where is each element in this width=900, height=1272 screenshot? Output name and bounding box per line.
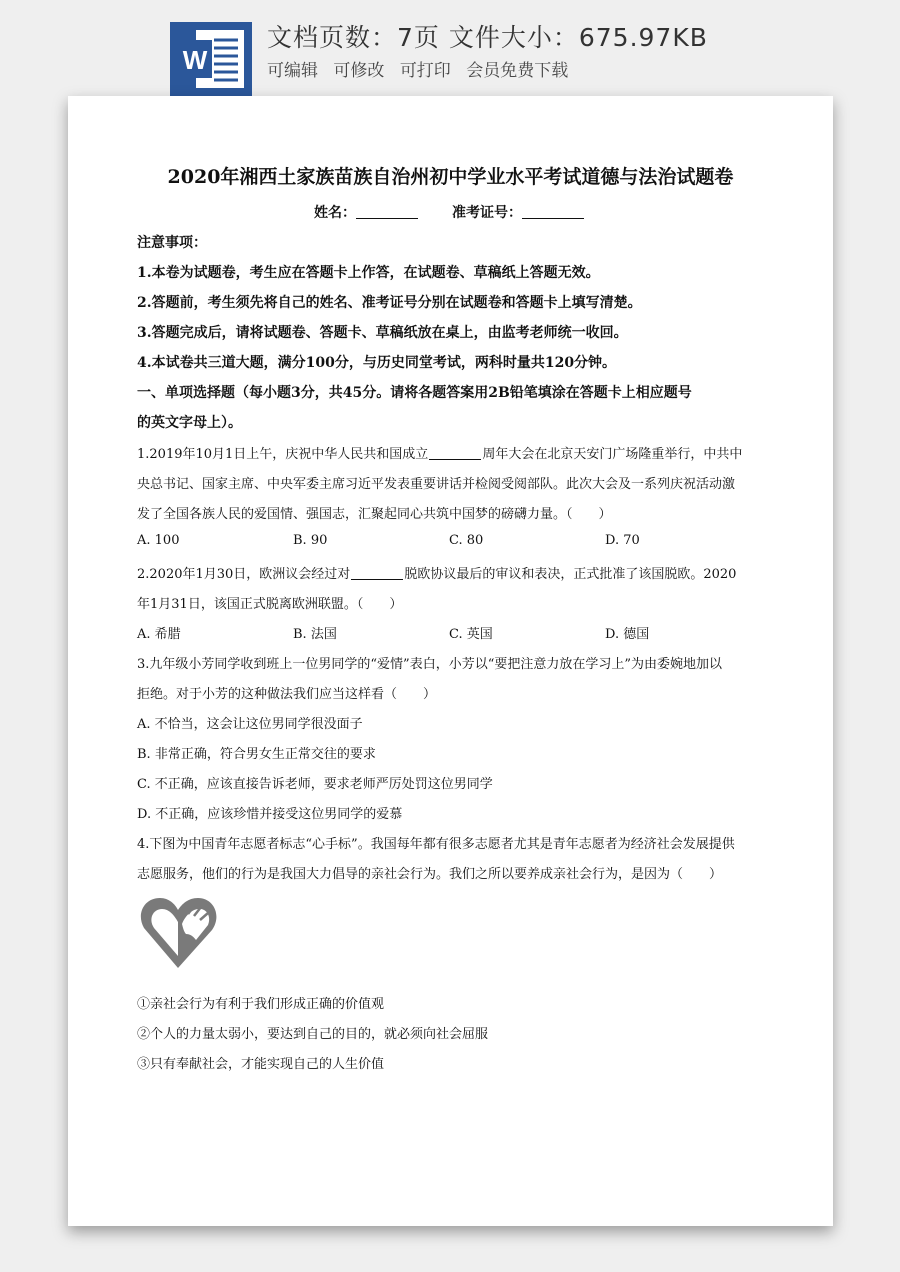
q3-option-d: D. 不正确，应该珍惜并接受这位男同学的爱慕 (137, 807, 403, 822)
q4-statement-2: ②个人的力量太弱小，要达到自己的目的，就必须向社会屈服 (137, 1027, 489, 1042)
q1-line-1 (137, 443, 742, 462)
q4-line-1: 4.下图为中国青年志愿者标志“心手标”。我国每年都有很多志愿者尤其是青年志愿者为经济社会发展提供 (137, 837, 735, 852)
q3-line-1: 3.九年级小芳同学收到班上一位男同学的“爱情”表白，小芳以“要把注意力放在学习上”为由委婉地加以 (137, 657, 722, 672)
q4-statement-3: ③只有奉献社会，才能实现自己的人生价值 (137, 1057, 385, 1072)
name-label: 姓名： (314, 205, 356, 221)
word-doc-icon (170, 22, 252, 96)
notice-2: 2.答题前，考生须先将自己的姓名、准考证号分别在试题卷和答题卡上填写清楚。 (137, 295, 642, 311)
feature-list (267, 56, 578, 81)
q4-statement-1: ①亲社会行为有利于我们形成正确的价值观 (137, 997, 385, 1012)
exam-no-blank (522, 218, 584, 219)
feature-editable: 可编辑 (267, 61, 318, 81)
svg-text:W: W (182, 45, 208, 75)
feature-modifiable: 可修改 (333, 61, 385, 81)
q1-option-b: B. 90 (293, 533, 328, 548)
candidate-info-line (314, 202, 584, 222)
section-heading-1: 一、单项选择题（每小题3分，共45分。请将各题答案用2B铅笔填涂在答题卡上相应题号 (137, 385, 692, 401)
document-page (68, 96, 833, 1226)
q1-option-c: C. 80 (449, 533, 484, 548)
q2-text-a: 2.2020年1月30日，欧洲议会经过对 (137, 567, 351, 582)
download-banner (0, 0, 900, 96)
q2-line-1 (137, 563, 736, 582)
notice-heading: 注意事项： (137, 235, 207, 251)
q1-option-a: A. 100 (137, 533, 180, 548)
q1-option-d: D. 70 (605, 533, 640, 548)
file-info-title: 文档页数：7页 文件大小：675.97KB (267, 23, 708, 52)
notice-3: 3.答题完成后，请将试题卷、答题卡、草稿纸放在桌上，由监考老师统一收回。 (137, 325, 628, 341)
exam-no-label: 准考证号： (452, 205, 522, 221)
q3-line-2: 拒绝。对于小芳的这种做法我们应当这样看（ ） (137, 687, 437, 702)
q2-option-b: B. 法国 (293, 627, 337, 642)
q2-option-c: C. 英国 (449, 627, 493, 642)
q3-option-b: B. 非常正确，符合男女生正常交往的要求 (137, 747, 376, 762)
name-blank (356, 218, 418, 219)
q1-text-b: 周年大会在北京天安门广场隆重举行，中共中 (482, 447, 743, 462)
feature-printable: 可打印 (399, 61, 451, 81)
q2-blank (351, 579, 403, 580)
q2-text-b: 脱欧协议最后的审议和表决，正式批准了该国脱欧。2020 (404, 567, 737, 582)
q2-option-a: A. 希腊 (137, 627, 181, 642)
notice-4: 4.本试卷共三道大题，满分100分，与历史同堂考试，两科时量共120分钟。 (137, 355, 617, 371)
q1-line-3: 发了全国各族人民的爱国情、强国志，汇聚起同心共筑中国梦的磅礴力量。（ ） (137, 507, 612, 522)
exam-title: 2020年湘西土家族苗族自治州初中学业水平考试道德与法治试题卷 (167, 166, 734, 188)
q1-line-2: 央总书记、国家主席、中央军委主席习近平发表重要讲话并检阅受阅部队。此次大会及一系列庆祝活动激 (137, 477, 736, 492)
notice-1: 1.本卷为试题卷，考生应在答题卡上作答，在试题卷、草稿纸上答题无效。 (137, 265, 600, 281)
q3-option-c: C. 不正确，应该直接告诉老师，要求老师严厉处罚这位男同学 (137, 777, 493, 792)
q4-line-2: 志愿服务，他们的行为是我国大力倡导的亲社会行为。我们之所以要养成亲社会行为，是因为（ ） (137, 867, 723, 882)
section-heading-2: 的英文字母上）。 (137, 415, 242, 431)
heart-hand-logo (138, 894, 220, 976)
q1-text-a: 1.2019年10月1日上午，庆祝中华人民共和国成立 (137, 447, 429, 462)
feature-member-download[interactable]: 会员免费下载 (466, 61, 569, 81)
q3-option-a: A. 不恰当，这会让这位男同学很没面子 (137, 717, 363, 732)
q1-blank (429, 459, 481, 460)
q2-option-d: D. 德国 (605, 627, 650, 642)
q2-line-2: 年1月31日，该国正式脱离欧洲联盟。（ ） (137, 597, 403, 612)
